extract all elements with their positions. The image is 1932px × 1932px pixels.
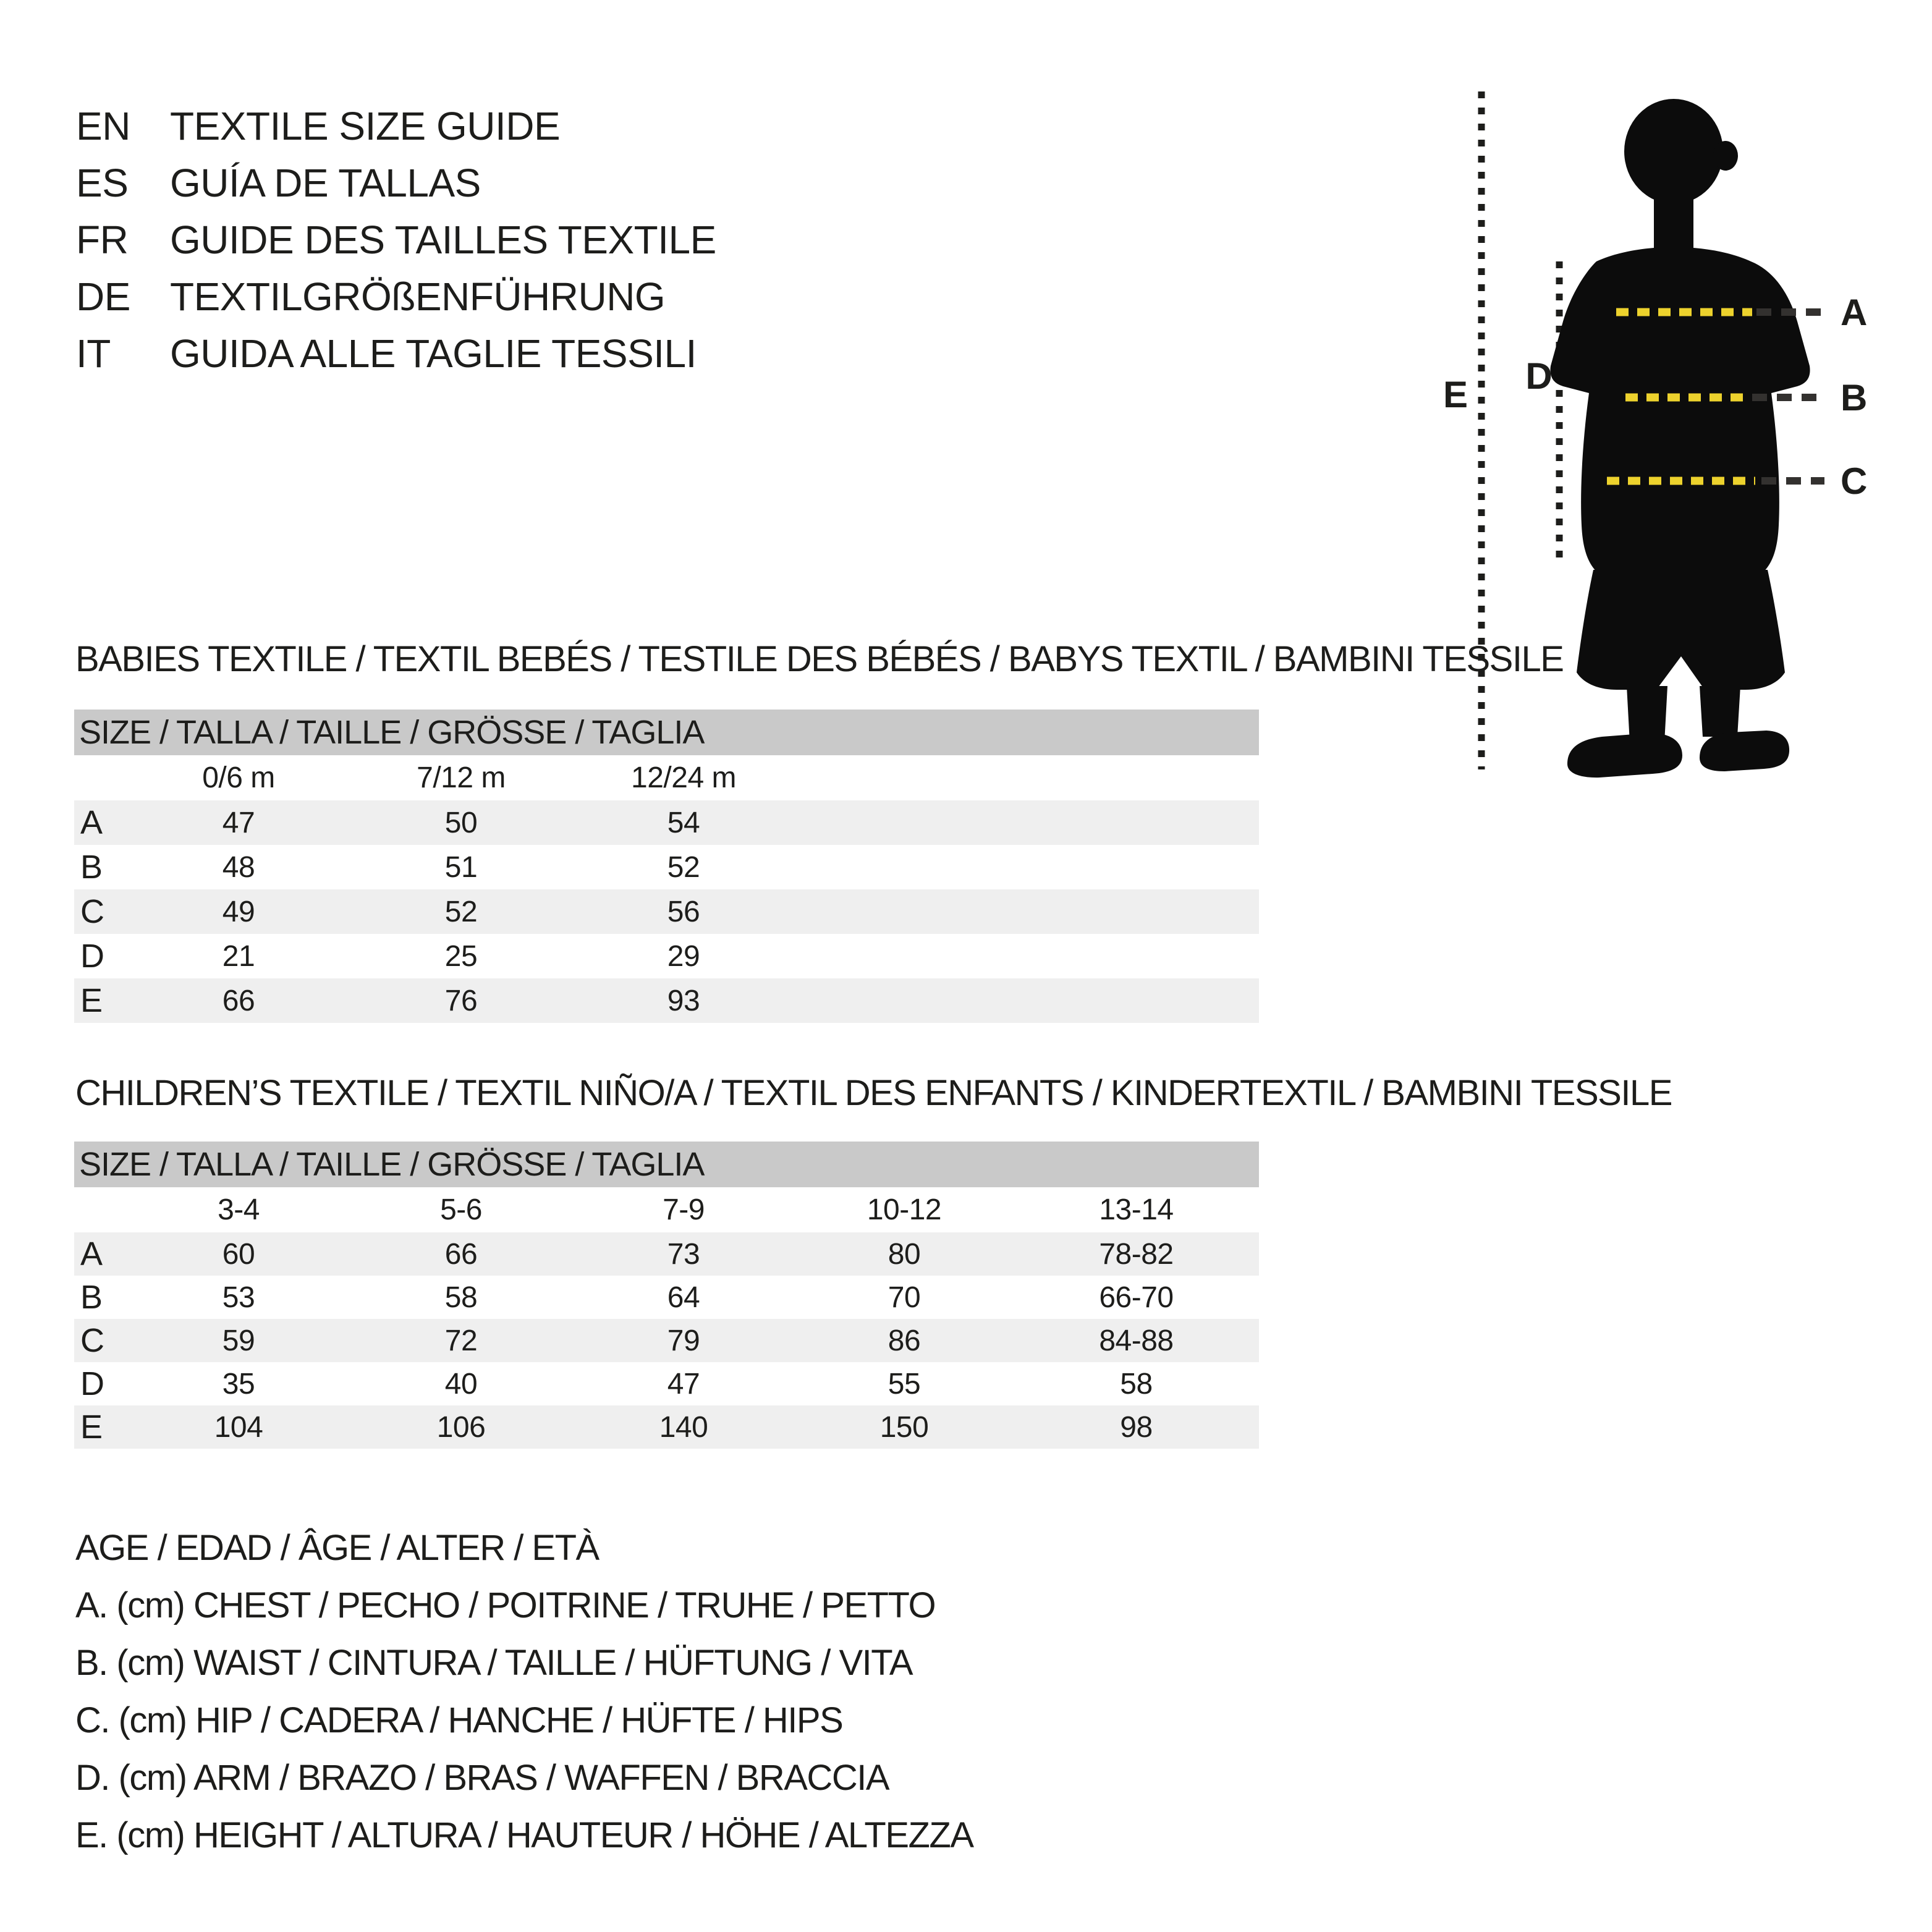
table-cell: 80: [888, 1237, 921, 1271]
row-label: C: [80, 893, 104, 930]
table-cell: 29: [667, 939, 700, 973]
column-header: 12/24 m: [631, 761, 736, 794]
figure-label-a: A: [1841, 292, 1868, 333]
legend-line: AGE / EDAD / ÂGE / ALTER / ETÀ: [75, 1528, 599, 1568]
table-cell: 104: [214, 1410, 263, 1444]
table-cell: 49: [222, 895, 255, 928]
table-cell: 48: [222, 850, 255, 884]
lang-code-de: DE: [76, 274, 130, 319]
lang-title-fr: GUIDE DES TAILLES TEXTILE: [170, 218, 716, 262]
lang-code-es: ES: [76, 161, 129, 205]
column-header: 13-14: [1099, 1193, 1174, 1226]
table-row: [74, 800, 1259, 845]
figure-label-e: E: [1443, 374, 1468, 415]
lang-title-es: GUÍA DE TALLAS: [170, 161, 481, 205]
table-cell: 73: [667, 1237, 700, 1271]
table-row: [74, 934, 1259, 978]
table-cell: 93: [667, 984, 700, 1017]
child-silhouette: [1550, 99, 1810, 777]
legend-line: A. (cm) CHEST / PECHO / POITRINE / TRUHE / PETTO: [75, 1585, 936, 1625]
table-row: [74, 978, 1259, 1023]
table-row: [74, 1276, 1259, 1319]
language-title-block: [76, 98, 716, 382]
table-cell: 47: [222, 806, 255, 839]
table-cell: 86: [888, 1324, 921, 1357]
babies-section-title: BABIES TEXTILE / TEXTIL BEBÉS / TESTILE DES BÉBÉS / BABYS TEXTIL / BAMBINI TESSILE: [75, 639, 1564, 679]
table-cell: 70: [888, 1281, 921, 1314]
lang-code-fr: FR: [76, 218, 129, 262]
table-cell: 66-70: [1099, 1281, 1174, 1314]
legend-line: E. (cm) HEIGHT / ALTURA / HAUTEUR / HÖHE / ALTEZZA: [75, 1815, 973, 1855]
table-cell: 150: [879, 1410, 929, 1444]
table-row: [74, 1319, 1259, 1362]
legend-line: B. (cm) WAIST / CINTURA / TAILLE / HÜFTUNG / VITA: [75, 1643, 913, 1683]
table-cell: 56: [667, 895, 700, 928]
legend-line: D. (cm) ARM / BRAZO / BRAS / WAFFEN / BRACCIA: [75, 1758, 889, 1798]
table-cell: 64: [667, 1281, 700, 1314]
babies-size-table: [74, 710, 1259, 1023]
row-label: D: [80, 938, 104, 975]
table-cell: 51: [444, 850, 478, 884]
figure-label-d: D: [1525, 355, 1553, 397]
lang-title-it: GUIDA ALLE TAGLIE TESSILI: [170, 331, 697, 376]
table-row: [74, 1232, 1259, 1276]
size-header-label: SIZE / TALLA / TAILLE / GRÖSSE / TAGLIA: [79, 1146, 705, 1183]
column-header: 0/6 m: [202, 761, 275, 794]
table-cell: 106: [436, 1410, 486, 1444]
table-row: [74, 889, 1259, 934]
table-cell: 35: [222, 1367, 255, 1400]
column-header: 5-6: [440, 1193, 482, 1226]
table-cell: 53: [222, 1281, 255, 1314]
lang-code-it: IT: [76, 331, 111, 376]
table-cell: 66: [222, 984, 255, 1017]
row-label: D: [80, 1365, 104, 1402]
legend-line: C. (cm) HIP / CADERA / HANCHE / HÜFTE / HIPS: [75, 1700, 843, 1740]
lang-code-en: EN: [76, 104, 130, 148]
row-label: A: [80, 804, 103, 841]
table-cell: 58: [1120, 1367, 1153, 1400]
table-cell: 25: [444, 939, 478, 973]
table-cell: 54: [667, 806, 700, 839]
row-label: E: [80, 1409, 103, 1446]
table-cell: 76: [444, 984, 478, 1017]
lang-title-de: TEXTILGRÖßENFÜHRUNG: [170, 274, 666, 319]
table-cell: 98: [1120, 1410, 1153, 1444]
table-cell: 78-82: [1099, 1237, 1174, 1271]
table-cell: 21: [222, 939, 255, 973]
table-cell: 52: [667, 850, 700, 884]
table-cell: 59: [222, 1324, 255, 1357]
table-cell: 50: [444, 806, 478, 839]
table-row: [74, 1362, 1259, 1405]
row-label: B: [80, 1279, 103, 1316]
column-header-row: [74, 755, 1259, 800]
column-header: 7/12 m: [417, 761, 506, 794]
row-label: A: [80, 1235, 103, 1273]
figure-label-b: B: [1841, 377, 1868, 418]
children-section-title: CHILDREN’S TEXTILE / TEXTIL NIÑO/A / TEXTIL DES ENFANTS / KINDERTEXTIL / BAMBINI TESSILE: [75, 1073, 1672, 1113]
table-cell: 84-88: [1099, 1324, 1174, 1357]
row-label: E: [80, 982, 103, 1019]
lang-row-de: [76, 268, 716, 325]
lang-title-en: TEXTILE SIZE GUIDE: [170, 104, 561, 148]
lang-row-en: [76, 98, 716, 155]
children-size-table: [74, 1142, 1259, 1449]
size-header-bar: [74, 1142, 1259, 1187]
lang-row-es: [76, 155, 716, 211]
table-cell: 55: [888, 1367, 921, 1400]
table-cell: 47: [667, 1367, 700, 1400]
column-header: 10-12: [866, 1193, 942, 1226]
column-header: 7-9: [663, 1193, 705, 1226]
lang-row-it: [76, 325, 716, 382]
row-label: C: [80, 1322, 104, 1359]
table-cell: 79: [667, 1324, 700, 1357]
column-header: 3-4: [218, 1193, 260, 1226]
table-cell: 66: [444, 1237, 478, 1271]
table-cell: 58: [444, 1281, 478, 1314]
table-cell: 140: [659, 1410, 708, 1444]
table-row: [74, 1405, 1259, 1449]
table-cell: 52: [444, 895, 478, 928]
table-cell: 60: [222, 1237, 255, 1271]
size-header-bar: [74, 710, 1259, 755]
table-cell: 72: [444, 1324, 478, 1357]
table-row: [74, 845, 1259, 889]
column-header-row: [74, 1187, 1259, 1232]
lang-row-fr: [76, 211, 716, 268]
size-header-label: SIZE / TALLA / TAILLE / GRÖSSE / TAGLIA: [79, 714, 705, 751]
table-cell: 40: [444, 1367, 478, 1400]
figure-label-c: C: [1841, 460, 1868, 502]
row-label: B: [80, 849, 103, 886]
measurement-legend: [75, 1519, 973, 1864]
